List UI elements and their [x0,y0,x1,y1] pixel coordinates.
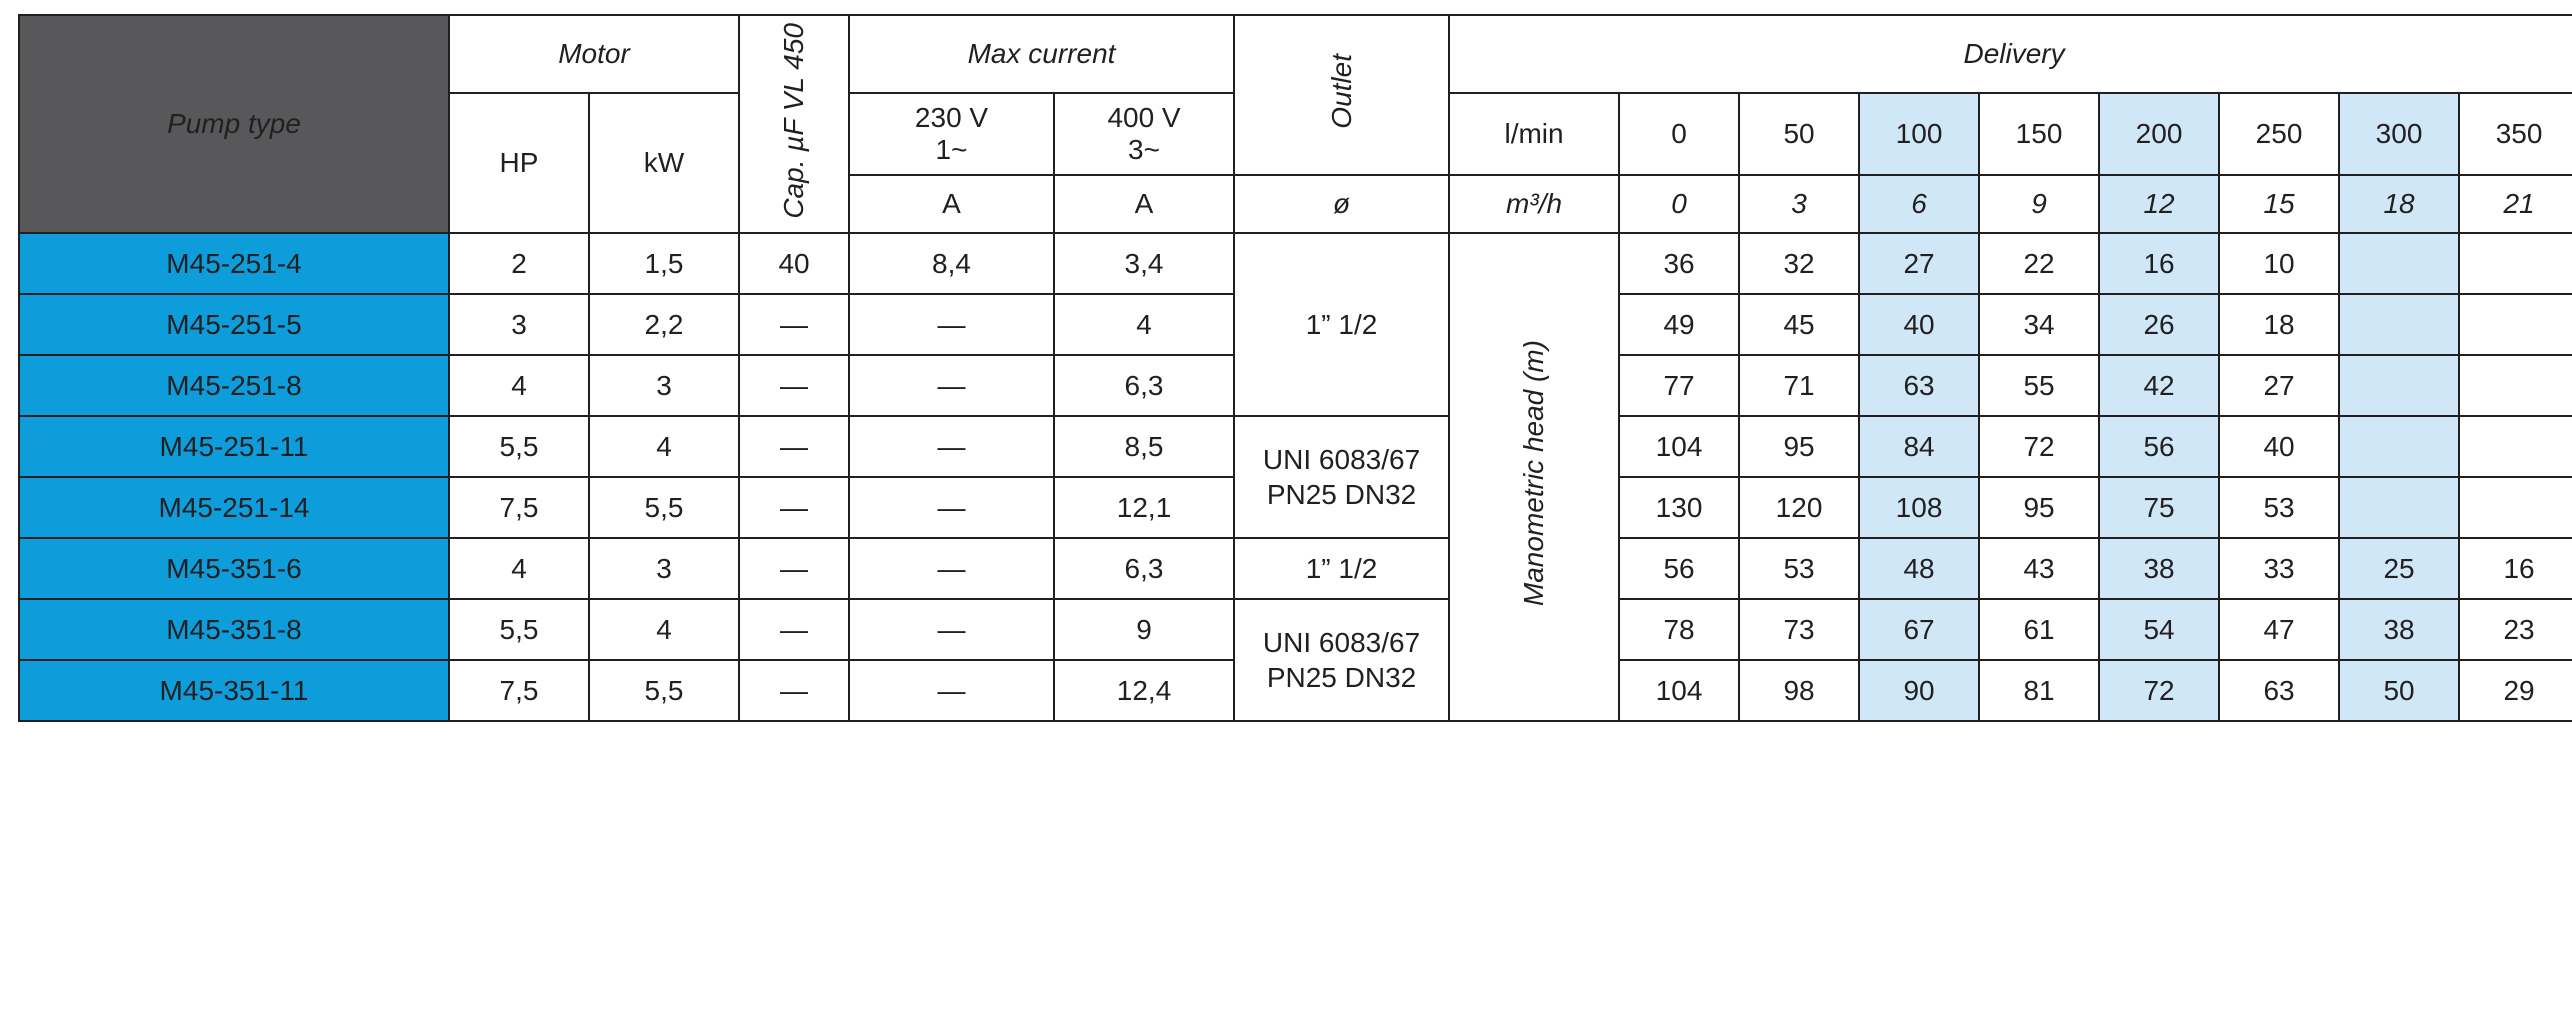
header-group-motor: Motor [449,15,739,93]
hp-cell: 7,5 [449,477,589,538]
pump-type-cell: M45-351-11 [19,660,449,721]
current-230v-cell: — [849,660,1054,721]
capacitor-cell: — [739,294,849,355]
current-230v-cell: — [849,538,1054,599]
header-flow-m3h-18: 18 [2339,175,2459,233]
capacitor-cell: 40 [739,233,849,294]
header-flow-100: 100 [1859,93,1979,175]
header-unit-amp-400: A [1054,175,1234,233]
head-cell: 38 [2099,538,2219,599]
head-cell: 36 [1619,233,1739,294]
capacitor-cell: — [739,355,849,416]
head-cell: 22 [1979,233,2099,294]
current-400v-cell: 12,4 [1054,660,1234,721]
spec-sheet [0,14,2572,1014]
head-cell: 72 [1979,416,2099,477]
outlet-cell: UNI 6083/67 PN25 DN32 [1234,416,1449,538]
head-cell [2339,416,2459,477]
pump-type-cell: M45-251-8 [19,355,449,416]
kw-cell: 3 [589,355,739,416]
head-cell: 56 [2099,416,2219,477]
current-400v-cell: 6,3 [1054,355,1234,416]
kw-cell: 3 [589,538,739,599]
head-cell: 75 [2099,477,2219,538]
current-400v-cell: 8,5 [1054,416,1234,477]
header-flow-m3h-9: 9 [1979,175,2099,233]
head-cell: 54 [2099,599,2219,660]
current-230v-cell: — [849,416,1054,477]
header-flow-m3h-6: 6 [1859,175,1979,233]
head-cell: 77 [1619,355,1739,416]
table-row [19,599,2572,660]
head-cell: 84 [1859,416,1979,477]
head-cell: 34 [1979,294,2099,355]
head-cell: 72 [2099,660,2219,721]
head-cell: 40 [1859,294,1979,355]
head-cell: 95 [1739,416,1859,477]
capacitor-cell: — [739,477,849,538]
kw-cell: 1,5 [589,233,739,294]
head-cell [2339,477,2459,538]
head-cell: 23 [2459,599,2572,660]
manometric-head-axis-label [1449,233,1619,721]
pump-type-cell: M45-251-4 [19,233,449,294]
header-flow-50: 50 [1739,93,1859,175]
head-cell: 45 [1739,294,1859,355]
current-400v-cell: 12,1 [1054,477,1234,538]
header-230v: 230 V 1~ [849,93,1054,175]
current-400v-cell: 4 [1054,294,1234,355]
head-cell: 108 [1859,477,1979,538]
head-cell [2339,355,2459,416]
head-cell: 63 [2219,660,2339,721]
head-cell: 47 [2219,599,2339,660]
head-cell: 18 [2219,294,2339,355]
head-cell: 29 [2459,660,2572,721]
capacitor-cell: — [739,660,849,721]
header-flow-m3h-3: 3 [1739,175,1859,233]
head-cell: 40 [2219,416,2339,477]
head-cell: 90 [1859,660,1979,721]
head-cell: 27 [2219,355,2339,416]
capacitor-cell: — [739,538,849,599]
header-group-delivery: Delivery [1449,15,2572,93]
current-230v-cell: — [849,477,1054,538]
current-400v-cell: 6,3 [1054,538,1234,599]
pump-type-cell: M45-251-14 [19,477,449,538]
current-230v-cell: — [849,355,1054,416]
capacitor-cell: — [739,599,849,660]
pump-type-cell: M45-351-6 [19,538,449,599]
header-row-groups [19,15,2572,93]
outlet-cell: 1” 1/2 [1234,538,1449,599]
head-cell: 49 [1619,294,1739,355]
hp-cell: 5,5 [449,599,589,660]
table-row [19,416,2572,477]
head-cell: 63 [1859,355,1979,416]
header-unit-m3h: m³/h [1449,175,1619,233]
header-lmin: l/min [1449,93,1619,175]
head-cell: 10 [2219,233,2339,294]
head-cell [2459,355,2572,416]
head-cell: 27 [1859,233,1979,294]
header-flow-200: 200 [2099,93,2219,175]
head-cell: 50 [2339,660,2459,721]
pump-type-cell: M45-251-5 [19,294,449,355]
head-cell: 120 [1739,477,1859,538]
header-flow-150: 150 [1979,93,2099,175]
header-pump-type: Pump type [19,15,449,233]
head-cell: 73 [1739,599,1859,660]
hp-cell: 2 [449,233,589,294]
head-cell: 104 [1619,416,1739,477]
head-cell: 16 [2459,538,2572,599]
head-cell: 98 [1739,660,1859,721]
current-230v-cell: — [849,294,1054,355]
head-cell: 95 [1979,477,2099,538]
head-cell: 56 [1619,538,1739,599]
outlet-cell: 1” 1/2 [1234,233,1449,416]
kw-cell: 5,5 [589,660,739,721]
current-400v-cell: 9 [1054,599,1234,660]
head-cell: 16 [2099,233,2219,294]
hp-cell: 3 [449,294,589,355]
header-flow-m3h-12: 12 [2099,175,2219,233]
table-row [19,233,2572,294]
kw-cell: 2,2 [589,294,739,355]
head-cell: 53 [2219,477,2339,538]
current-230v-cell: — [849,599,1054,660]
header-flow-0: 0 [1619,93,1739,175]
hp-cell: 5,5 [449,416,589,477]
header-unit-amp-230: A [849,175,1054,233]
head-cell: 130 [1619,477,1739,538]
header-flow-300: 300 [2339,93,2459,175]
head-cell: 67 [1859,599,1979,660]
current-400v-cell: 3,4 [1054,233,1234,294]
head-cell [2459,233,2572,294]
header-kw: kW [589,93,739,233]
kw-cell: 5,5 [589,477,739,538]
head-cell: 38 [2339,599,2459,660]
header-400v: 400 V 3~ [1054,93,1234,175]
pump-type-cell: M45-351-8 [19,599,449,660]
kw-cell: 4 [589,599,739,660]
header-capacitor-label: Cap. µF VL 450 [778,22,810,219]
head-cell: 32 [1739,233,1859,294]
pump-type-cell: M45-251-11 [19,416,449,477]
hp-cell: 7,5 [449,660,589,721]
manometric-head-text: Manometric head (m) [1518,340,1550,607]
head-cell: 25 [2339,538,2459,599]
outlet-cell: UNI 6083/67 PN25 DN32 [1234,599,1449,721]
table-row [19,538,2572,599]
hp-cell: 4 [449,538,589,599]
header-outlet-label: Outlet [1325,54,1357,129]
head-cell: 104 [1619,660,1739,721]
header-unit-outlet-diameter: ø [1234,175,1449,233]
head-cell [2339,233,2459,294]
head-cell: 53 [1739,538,1859,599]
header-flow-250: 250 [2219,93,2339,175]
head-cell [2459,416,2572,477]
kw-cell: 4 [589,416,739,477]
head-cell: 71 [1739,355,1859,416]
head-cell: 26 [2099,294,2219,355]
head-cell: 33 [2219,538,2339,599]
header-flow-m3h-0: 0 [1619,175,1739,233]
header-group-outlet [1234,15,1449,175]
header-flow-350: 350 [2459,93,2572,175]
head-cell: 78 [1619,599,1739,660]
pump-specification-table [18,14,2572,722]
head-cell: 55 [1979,355,2099,416]
head-cell [2339,294,2459,355]
current-230v-cell: 8,4 [849,233,1054,294]
head-cell: 43 [1979,538,2099,599]
hp-cell: 4 [449,355,589,416]
head-cell: 48 [1859,538,1979,599]
head-cell: 81 [1979,660,2099,721]
header-hp: HP [449,93,589,233]
header-group-max-current: Max current [849,15,1234,93]
head-cell [2459,294,2572,355]
head-cell [2459,477,2572,538]
head-cell: 61 [1979,599,2099,660]
header-flow-m3h-21: 21 [2459,175,2572,233]
capacitor-cell: — [739,416,849,477]
header-group-capacitor [739,15,849,233]
head-cell: 42 [2099,355,2219,416]
header-flow-m3h-15: 15 [2219,175,2339,233]
